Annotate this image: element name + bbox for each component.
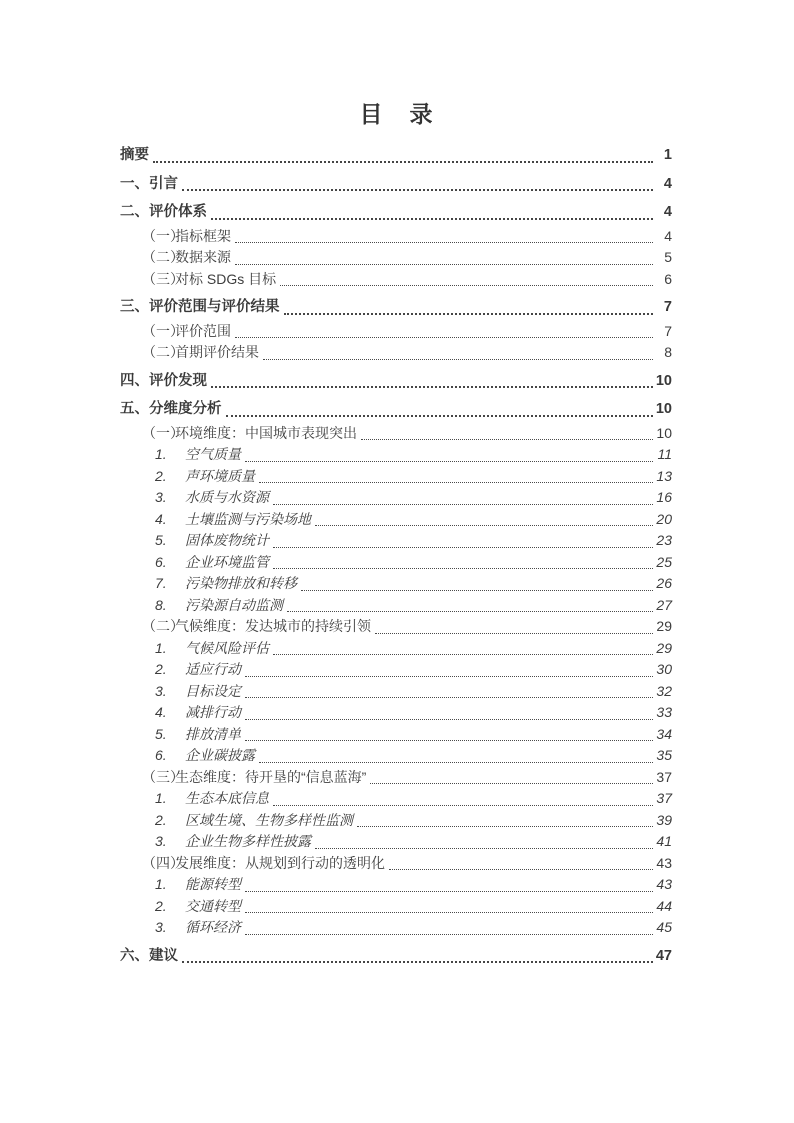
toc-entry-label: 评价范围 — [175, 322, 231, 339]
toc-leader-dots — [245, 740, 653, 741]
toc-entry-label: 生态本底信息 — [185, 790, 269, 806]
toc-entry-number: 2. — [155, 897, 167, 914]
toc-entry-page-number: 34 — [656, 725, 672, 742]
toc-entry-page-number: 5 — [664, 249, 672, 265]
toc-leader-dots — [259, 762, 653, 763]
toc-entry-page-number: 10 — [656, 424, 672, 441]
toc-entry-number: （一） — [142, 227, 184, 244]
toc-entry-label: 企业环境监管 — [185, 553, 269, 570]
toc-entry-24[interactable] — [120, 681, 672, 703]
toc-entry-page-number: 16 — [656, 489, 672, 505]
toc-leader-dots — [153, 161, 653, 163]
toc-entry-33[interactable] — [120, 874, 672, 896]
toc-entry-label: 减排行动 — [185, 704, 241, 720]
toc-entry-number: 5. — [155, 725, 167, 742]
toc-entry-page-number: 43 — [656, 876, 672, 892]
toc-leader-dots — [287, 611, 653, 612]
toc-leader-dots — [301, 590, 653, 591]
toc-entry-label: 四、评价发现 — [120, 372, 207, 389]
toc-leader-dots — [245, 676, 653, 677]
toc-entry-label: 发展维度：从规划到行动的透明化 — [175, 854, 385, 871]
toc-entry-number: 1. — [155, 639, 167, 656]
toc-entry-20[interactable] — [120, 595, 672, 617]
toc-entry-number: （三） — [142, 270, 184, 287]
toc-entry-31[interactable] — [120, 831, 672, 853]
toc-entry-page-number: 10 — [655, 372, 672, 389]
toc-title: 目 录 — [359, 101, 435, 127]
toc-leader-dots — [361, 439, 653, 440]
toc-leader-dots — [273, 547, 653, 548]
toc-entry-15[interactable] — [120, 487, 672, 509]
toc-leader-dots — [357, 826, 653, 827]
toc-entry-1[interactable] — [120, 145, 672, 167]
toc-entry-label: 土壤监测与污染场地 — [185, 510, 311, 527]
toc-entry-label: 污染源自动监测 — [185, 596, 283, 613]
toc-entry-number: （一） — [142, 424, 184, 441]
toc-entry-label: 交通转型 — [185, 897, 241, 914]
toc-leader-dots — [315, 525, 653, 526]
toc-entry-page-number: 43 — [656, 854, 672, 871]
toc-entry-page-number: 47 — [655, 947, 672, 964]
toc-entry-label: 环境维度：中国城市表现突出 — [175, 424, 357, 441]
toc-entry-number: （三） — [142, 768, 184, 785]
toc-entry-page-number: 45 — [656, 919, 672, 935]
toc-entry-page-number: 7 — [663, 299, 672, 315]
toc-entry-page-number: 35 — [656, 747, 672, 763]
toc-entry-label: 企业生物多样性披露 — [185, 833, 311, 849]
toc-entry-label: 适应行动 — [185, 661, 241, 677]
toc-entry-page-number: 1 — [663, 147, 672, 163]
toc-leader-dots — [263, 359, 653, 360]
toc-entry-4[interactable] — [120, 226, 672, 248]
toc-entry-27[interactable] — [120, 745, 672, 767]
toc-entry-page-number: 26 — [656, 575, 672, 591]
toc-entry-page-number: 30 — [656, 661, 672, 677]
toc-leader-dots — [182, 961, 653, 963]
toc-entry-label: 三、评价范围与评价结果 — [120, 299, 280, 315]
toc-entry-page-number: 33 — [656, 704, 672, 720]
toc-entry-6[interactable] — [120, 269, 672, 291]
toc-entry-label: 目标设定 — [185, 682, 241, 699]
toc-entry-number: 6. — [155, 553, 167, 570]
toc-leader-dots — [245, 934, 653, 935]
toc-entry-11[interactable] — [120, 399, 672, 421]
toc-entry-label: 声环境质量 — [185, 467, 255, 484]
toc-entry-page-number: 39 — [656, 811, 672, 828]
toc-leader-dots — [315, 848, 653, 849]
toc-entry-page-number: 7 — [664, 322, 672, 339]
toc-entry-number: 4. — [155, 704, 167, 720]
toc-entry-page-number: 37 — [656, 790, 672, 806]
toc-entry-label: 企业碳披露 — [185, 747, 255, 763]
toc-entry-label: 固体废物统计 — [185, 532, 269, 548]
toc-entry-label: 一、引言 — [120, 175, 178, 192]
toc-entry-label: 空气质量 — [185, 446, 241, 462]
toc-entry-page-number: 20 — [656, 510, 672, 527]
toc-leader-dots — [182, 189, 653, 191]
toc-entry-page-number: 44 — [656, 897, 672, 914]
toc-entry-label: 指标框架 — [175, 227, 231, 244]
toc-entry-label: 排放清单 — [185, 725, 241, 742]
toc-leader-dots — [211, 386, 653, 388]
toc-entry-8[interactable] — [120, 321, 672, 343]
toc-entry-label: 水质与水资源 — [185, 489, 269, 505]
toc-entry-page-number: 41 — [656, 833, 672, 849]
toc-entry-page-number: 32 — [656, 682, 672, 699]
toc-entry-number: 2. — [155, 811, 167, 828]
toc-entry-10[interactable] — [120, 371, 672, 393]
toc-entry-21[interactable] — [120, 616, 672, 638]
toc-entry-number: 3. — [155, 919, 167, 935]
toc-entry-32[interactable] — [120, 853, 672, 875]
toc-entry-3[interactable] — [120, 202, 672, 224]
toc-entry-page-number: 11 — [657, 446, 672, 462]
toc-entry-page-number: 29 — [656, 618, 672, 634]
toc-entry-number: 1. — [155, 876, 167, 892]
toc-entry-label: 气候风险评估 — [185, 639, 269, 656]
toc-entry-label: 摘要 — [120, 147, 149, 163]
toc-entry-label: 生态维度：待开垦的“信息蓝海” — [175, 768, 367, 785]
toc-entry-number: （四） — [142, 854, 184, 871]
toc-entry-number: （二） — [142, 618, 184, 634]
toc-leader-dots — [375, 633, 653, 634]
toc-entry-page-number: 4 — [663, 175, 672, 192]
toc-entry-page-number: 37 — [656, 768, 672, 785]
toc-entry-number: 3. — [155, 833, 167, 849]
toc-entry-label: 五、分维度分析 — [120, 401, 222, 417]
toc-leader-dots — [370, 783, 653, 784]
toc-entry-number: 3. — [155, 489, 167, 505]
toc-entry-number: （二） — [142, 249, 184, 265]
toc-entry-7[interactable] — [120, 297, 672, 319]
toc-entry-page-number: 6 — [664, 270, 672, 287]
toc-entry-14[interactable] — [120, 466, 672, 488]
toc-leader-dots — [273, 568, 653, 569]
toc-entry-5[interactable] — [120, 247, 672, 269]
toc-entry-number: 8. — [155, 596, 167, 613]
toc-entry-2[interactable] — [120, 174, 672, 196]
toc-entry-16[interactable] — [120, 509, 672, 531]
toc-entry-page-number: 8 — [664, 344, 672, 360]
toc-leader-dots — [284, 313, 654, 315]
toc-entry-label: 对标 SDGs 目标 — [175, 270, 277, 287]
toc-entry-number: 1. — [155, 790, 167, 806]
toc-leader-dots — [245, 891, 653, 892]
toc-leader-dots — [280, 285, 653, 286]
table-of-contents — [120, 145, 672, 967]
toc-entry-label: 二、评价体系 — [120, 204, 207, 220]
toc-entry-page-number: 4 — [664, 227, 672, 244]
toc-leader-dots — [235, 242, 653, 243]
toc-entry-number: （二） — [142, 344, 184, 360]
toc-entry-label: 污染物排放和转移 — [185, 575, 297, 591]
toc-entry-22[interactable] — [120, 638, 672, 660]
toc-entry-label: 循环经济 — [185, 919, 241, 935]
toc-entry-number: 6. — [155, 747, 167, 763]
toc-leader-dots — [245, 461, 653, 462]
toc-entry-28[interactable] — [120, 767, 672, 789]
toc-entry-number: 3. — [155, 682, 167, 699]
toc-entry-18[interactable] — [120, 552, 672, 574]
toc-entry-36[interactable] — [120, 946, 672, 968]
toc-entry-23[interactable] — [120, 659, 672, 681]
toc-entry-page-number: 25 — [656, 553, 672, 570]
toc-entry-page-number: 29 — [656, 639, 672, 656]
toc-leader-dots — [389, 869, 653, 870]
toc-entry-label: 六、建议 — [120, 947, 178, 964]
toc-leader-dots — [259, 482, 653, 483]
toc-entry-9[interactable] — [120, 342, 672, 364]
toc-leader-dots — [273, 654, 653, 655]
toc-leader-dots — [273, 504, 653, 505]
toc-leader-dots — [273, 805, 653, 806]
toc-entry-35[interactable] — [120, 917, 672, 939]
toc-entry-page-number: 27 — [656, 596, 672, 613]
toc-entry-page-number: 23 — [656, 532, 672, 548]
toc-leader-dots — [245, 912, 653, 913]
toc-entry-label: 气候维度：发达城市的持续引领 — [175, 618, 371, 634]
toc-entry-number: 5. — [155, 532, 167, 548]
toc-entry-label: 数据来源 — [175, 249, 231, 265]
toc-entry-17[interactable] — [120, 530, 672, 552]
toc-leader-dots — [235, 264, 653, 265]
toc-entry-number: 2. — [155, 661, 167, 677]
toc-entry-number: 2. — [155, 467, 167, 484]
toc-entry-30[interactable] — [120, 810, 672, 832]
toc-leader-dots — [245, 697, 653, 698]
toc-leader-dots — [226, 415, 653, 417]
toc-leader-dots — [211, 218, 653, 220]
toc-entry-number: 4. — [155, 510, 167, 527]
toc-entry-number: 1. — [155, 446, 167, 462]
toc-leader-dots — [245, 719, 653, 720]
toc-entry-number: 7. — [155, 575, 167, 591]
toc-entry-number: （一） — [142, 322, 184, 339]
toc-entry-page-number: 10 — [655, 401, 672, 417]
toc-entry-label: 能源转型 — [185, 876, 241, 892]
toc-entry-25[interactable] — [120, 702, 672, 724]
toc-entry-26[interactable] — [120, 724, 672, 746]
toc-entry-page-number: 4 — [663, 204, 672, 220]
toc-entry-label: 区域生境、生物多样性监测 — [185, 811, 353, 828]
toc-entry-29[interactable] — [120, 788, 672, 810]
toc-leader-dots — [235, 337, 653, 338]
toc-entry-12[interactable] — [120, 423, 672, 445]
toc-entry-label: 首期评价结果 — [175, 344, 259, 360]
toc-entry-34[interactable] — [120, 896, 672, 918]
toc-entry-19[interactable] — [120, 573, 672, 595]
toc-entry-13[interactable] — [120, 444, 672, 466]
toc-entry-page-number: 13 — [656, 467, 672, 484]
